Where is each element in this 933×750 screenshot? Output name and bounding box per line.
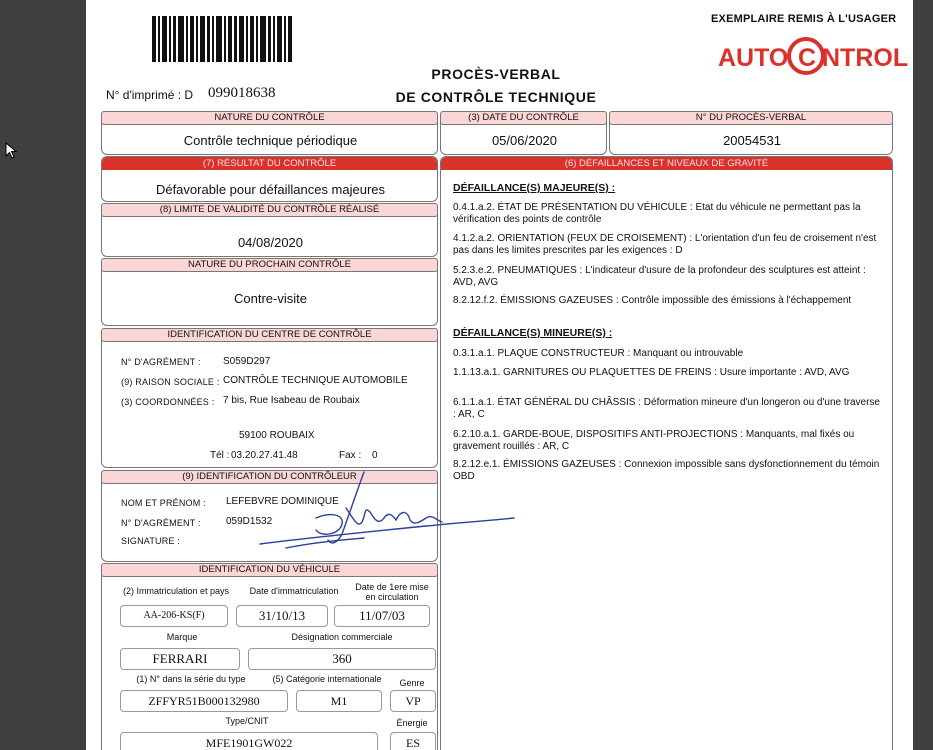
majeure-item: 4.1.2.a.2. ORIENTATION (FEUX DE CROISEMENT) : L'orientation d'un feu de croisement n'est pas dans les limites prescrites par les exigences : D bbox=[453, 233, 877, 256]
controleur-nom-value: LEFEBVRE DOMINIQUE bbox=[226, 496, 339, 507]
centre-address: 7 bis, Rue Isabeau de Roubaix bbox=[223, 395, 360, 406]
mineures-title: DÉFAILLANCE(S) MINEURE(S) : bbox=[453, 327, 613, 339]
mineure-item: 1.1.13.a.1. GARNITURES OU PLAQUETTES DE FREINS : Usure importante : AVD, AVG bbox=[453, 367, 850, 378]
designation-label: Désignation commerciale bbox=[291, 632, 393, 642]
marque-label: Marque bbox=[166, 632, 198, 642]
centre-box bbox=[101, 328, 438, 468]
type-label: Type/CNIT bbox=[225, 716, 269, 726]
validite-value: 04/08/2020 bbox=[237, 235, 304, 250]
validite-header: (8) LIMITE DE VALIDITÉ DU CONTRÔLE RÉALISÉ bbox=[101, 203, 438, 217]
centre-agrement-value: S059D297 bbox=[223, 356, 271, 367]
centre-raison-label: (9) RAISON SOCIALE : bbox=[121, 377, 220, 387]
genre-label: Genre bbox=[399, 678, 425, 688]
barcode bbox=[152, 16, 292, 62]
defaillances-header: (6) DÉFAILLANCES ET NIVEAUX DE GRAVITÉ bbox=[441, 157, 892, 170]
resultat-header: (7) RÉSULTAT DU CONTRÔLE bbox=[102, 157, 437, 170]
centre-fax-label: Fax : bbox=[339, 450, 362, 461]
date-immat-label: Date d'immatriculation bbox=[249, 586, 339, 596]
pv-box bbox=[609, 111, 893, 155]
centre-tel-label: Tél : bbox=[210, 450, 230, 461]
prochain-box bbox=[101, 258, 438, 326]
date-header: (3) DATE DU CONTRÔLE bbox=[440, 111, 607, 125]
nature-header: NATURE DU CONTRÔLE bbox=[101, 111, 438, 125]
date-immat-value: 31/10/13 bbox=[236, 605, 328, 627]
immat-value: AA-206-KS(F) bbox=[120, 605, 228, 627]
date-value: 05/06/2020 bbox=[491, 133, 558, 148]
validite-box bbox=[101, 203, 438, 257]
nature-box bbox=[101, 111, 438, 155]
mineure-item: 6.1.1.a.1. ÉTAT GÉNÉRAL DU CHÂSSIS : Déformation mineure d'un longeron ou d'une traverse : AR, C bbox=[453, 397, 880, 420]
svg-text:NTROL: NTROL bbox=[822, 44, 908, 72]
exemplaire-label: EXEMPLAIRE REMIS À L'USAGER bbox=[711, 13, 897, 25]
centre-agrement-label: N° D'AGRÉMENT : bbox=[121, 357, 201, 367]
immat-label: (2) Immatriculation et pays bbox=[122, 586, 230, 596]
marque-value: FERRARI bbox=[120, 648, 240, 670]
svg-text:C: C bbox=[798, 44, 817, 72]
serie-label: (1) N° dans la série du type bbox=[136, 674, 246, 684]
pv-value: 20054531 bbox=[723, 133, 781, 148]
designation-value: 360 bbox=[248, 648, 436, 670]
autocontrol-logo bbox=[718, 36, 908, 76]
mineure-item: 0.3.1.a.1. PLAQUE CONSTRUCTEUR : Manquant ou introuvable bbox=[453, 348, 744, 359]
serie-value: ZFFYR51B000132980 bbox=[120, 690, 288, 712]
energie-label: Énergie bbox=[396, 718, 428, 728]
imprime-number: 099018638 bbox=[208, 85, 276, 101]
vehicule-box bbox=[101, 563, 438, 750]
controleur-agrement-label: N° D'AGRÉMENT : bbox=[121, 518, 201, 528]
defaillances-box bbox=[440, 156, 893, 750]
date-box bbox=[440, 111, 607, 155]
categorie-value: M1 bbox=[296, 690, 382, 712]
date-mise-label-2: en circulation bbox=[365, 592, 419, 602]
centre-header: IDENTIFICATION DU CENTRE DE CONTRÔLE bbox=[101, 328, 438, 342]
controleur-header: (9) IDENTIFICATION DU CONTRÔLEUR bbox=[101, 470, 438, 484]
centre-raison-value: CONTRÔLE TECHNIQUE AUTOMOBILE bbox=[223, 375, 408, 386]
document-page bbox=[86, 0, 913, 750]
genre-value: VP bbox=[390, 690, 436, 712]
energie-value: ES bbox=[390, 732, 436, 750]
pv-header: N° DU PROCÈS-VERBAL bbox=[609, 111, 893, 125]
imprime-label: N° d'imprimé : D bbox=[106, 88, 194, 102]
signature-label: SIGNATURE : bbox=[121, 536, 181, 546]
mineure-item: 8.2.12.e.1. ÉMISSIONS GAZEUSES : Connexion impossible sans dysfonctionnement du témoin OBD bbox=[453, 459, 880, 482]
majeure-item: 0.4.1.a.2. ÉTAT DE PRÉSENTATION DU VÉHICULE : Etat du véhicule ne permettant pas la vérification des points de contrôle bbox=[453, 202, 861, 225]
mouse-cursor-icon bbox=[5, 142, 19, 160]
type-value: MFE1901GW022 bbox=[120, 732, 378, 750]
vehicule-header: IDENTIFICATION DU VÉHICULE bbox=[101, 563, 438, 577]
majeures-title: DÉFAILLANCE(S) MAJEURE(S) : bbox=[453, 182, 616, 194]
majeure-item: 8.2.12.f.2. ÉMISSIONS GAZEUSES : Contrôle impossible des émissions à l'échappement bbox=[453, 295, 852, 306]
date-mise-label-1: Date de 1ere mise bbox=[355, 582, 429, 592]
centre-fax-value: 0 bbox=[372, 450, 378, 461]
resultat-box bbox=[101, 156, 438, 202]
controleur-nom-label: NOM ET PRÉNOM : bbox=[121, 498, 206, 508]
nature-value: Contrôle technique périodique bbox=[183, 133, 358, 148]
centre-tel-value: 03.20.27.41.48 bbox=[231, 450, 298, 461]
prochain-header: NATURE DU PROCHAIN CONTRÔLE bbox=[101, 258, 438, 272]
controleur-agrement-value: 059D1532 bbox=[226, 516, 273, 527]
svg-text:AUTO: AUTO bbox=[718, 44, 789, 72]
categorie-label: (5) Catégorie internationale bbox=[272, 674, 382, 684]
mineure-item: 6.2.10.a.1. GARDE-BOUE, DISPOSITIFS ANTI-PROJECTIONS : Manquants, mal fixés ou gravement rouillés : AR, C bbox=[453, 429, 855, 452]
page-title-line2: DE CONTRÔLE TECHNIQUE bbox=[395, 89, 597, 105]
prochain-value: Contre-visite bbox=[234, 291, 307, 306]
centre-city: 59100 ROUBAIX bbox=[239, 430, 315, 441]
handwritten-signature bbox=[246, 468, 516, 558]
centre-coord-label: (3) COORDONNÉES : bbox=[121, 397, 215, 407]
date-mise-value: 11/07/03 bbox=[334, 605, 430, 627]
page-title-line1: PROCÈS-VERBAL bbox=[431, 66, 561, 82]
resultat-value: Défavorable pour défaillances majeures bbox=[155, 182, 386, 197]
majeure-item: 5.2.3.e.2. PNEUMATIQUES : L'indicateur d'usure de la profondeur des sculptures est atteint : AVD, AVG bbox=[453, 265, 866, 288]
